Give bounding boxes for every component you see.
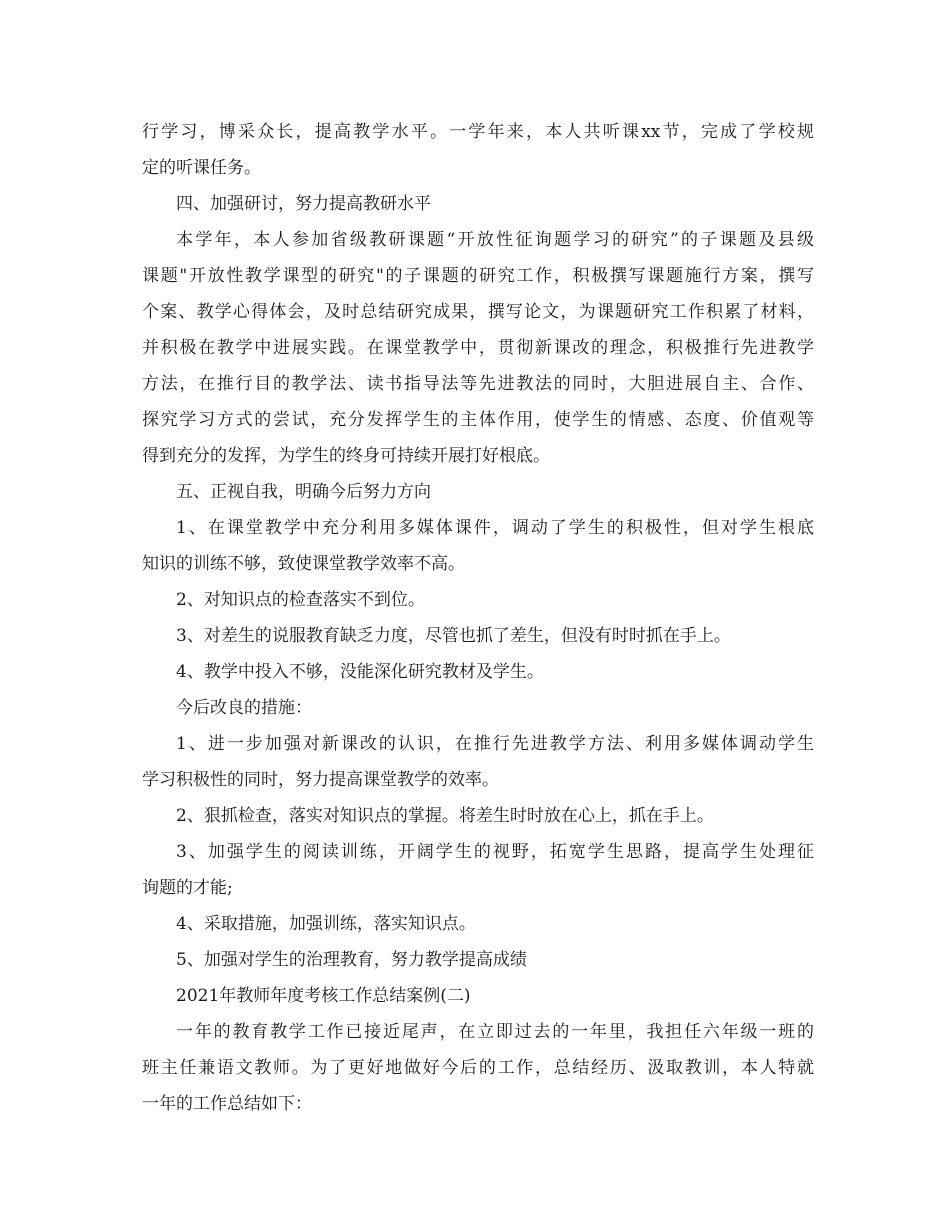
text-line: 1、进一步加强对新课改的认识，在推行先进教学方法、利用多媒体调动学生: [176, 734, 814, 754]
section-title: 2021年教师年度考核工作总结案例(二): [176, 986, 471, 1006]
text-line: 个案、教学心得体会，及时总结研究成果，撰写论文，为课题研究工作积累了材料，: [142, 302, 814, 322]
document-body: [142, 114, 822, 1122]
text-line: 2、对知识点的检查落实不到位。: [176, 590, 425, 610]
section-heading: 四、加强研讨，努力提高教研水平: [176, 194, 431, 214]
text-line: 本学年，本人参加省级教研课题“开放性征询题学习的研究”的子课题及县级: [176, 230, 814, 250]
text-line: 今后改良的措施：: [176, 698, 312, 718]
text-line: 方法，在推行目的教学法、读书指导法等先进教法的同时，大胆进展自主、合作、: [142, 374, 814, 394]
text-line: 课题"开放性教学课型的研究"的子课题的研究工作，积极撰写课题施行方案，撰写: [142, 266, 814, 286]
text-line: 3、对差生的说服教育缺乏力度，尽管也抓了差生，但没有时时抓在手上。: [176, 626, 731, 646]
text-line: 得到充分的发挥，为学生的终身可持续开展打好根底。: [142, 446, 550, 466]
text-line: 一年的教育教学工作已接近尾声，在立即过去的一年里，我担任六年级一班的: [176, 1022, 814, 1042]
text-line: 5、加强对学生的治理教育，努力教学提高成绩: [176, 950, 527, 970]
text-line: 2、狠抓检查，落实对知识点的掌握。将差生时时放在心上，抓在手上。: [176, 806, 714, 826]
text-line: 4、教学中投入不够，没能深化研究教材及学生。: [176, 662, 544, 682]
text-line: 知识的训练不够，致使课堂教学效率不高。: [142, 554, 465, 574]
text-line: 定的听课任务。: [142, 158, 261, 178]
text-line: 并积极在教学中进展实践。在课堂教学中，贯彻新课改的理念，积极推行先进教学: [142, 338, 814, 358]
text-line: 4、采取措施，加强训练，落实知识点。: [176, 914, 476, 934]
text-line: 学习积极性的同时，努力提高课堂教学的效率。: [142, 770, 499, 790]
text-line: 探究学习方式的尝试，充分发挥学生的主体作用，使学生的情感、态度、价值观等: [142, 410, 814, 430]
text-line: 行学习，博采众长，提高教学水平。一学年来，本人共听课xx节，完成了学校规: [142, 122, 814, 142]
text-line: 询题的才能;: [142, 878, 233, 898]
text-line: 一年的工作总结如下：: [142, 1094, 312, 1114]
text-line: 1、在课堂教学中充分利用多媒体课件，调动了学生的积极性，但对学生根底: [176, 518, 814, 538]
text-line: 3、加强学生的阅读训练，开阔学生的视野，拓宽学生思路，提高学生处理征: [176, 842, 814, 862]
text-line: 班主任兼语文教师。为了更好地做好今后的工作，总结经历、汲取教训，本人特就: [142, 1058, 814, 1078]
section-heading: 五、正视自我，明确今后努力方向: [176, 482, 431, 502]
